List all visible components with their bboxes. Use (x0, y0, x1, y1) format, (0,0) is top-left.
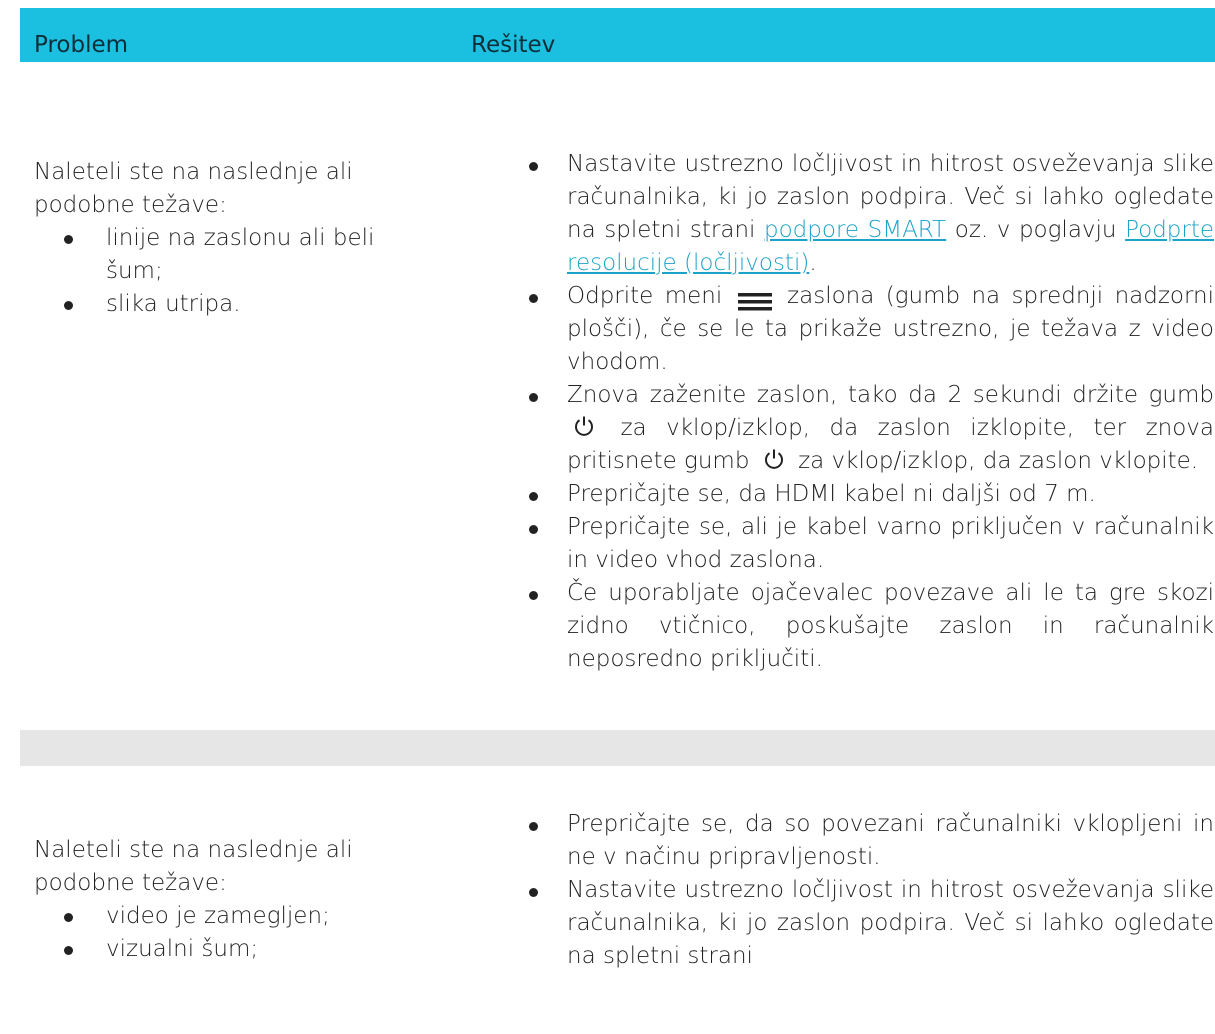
solution-item: Nastavite ustrezno ločljivost in hitrost osveževanja slike računalnika, ki jo zaslon podpira. Več si lahko ogledate na spletni strani (567, 874, 1214, 973)
problem-intro: Naleteli ste na naslednje ali podobne težave: (34, 837, 353, 896)
solution-item: Prepričajte se, da so povezani računalniki vklopljeni in ne v načinu pripravljenosti. (567, 808, 1214, 874)
problem-intro: Naleteli ste na naslednje ali podobne težave: (34, 159, 353, 218)
solution-item (567, 148, 1214, 280)
table-header (20, 8, 1215, 62)
solution-text: za vklop/izklop, da zaslon izklopite, ter znova pritisnete gumb (567, 415, 1215, 474)
solution-text: . (809, 250, 817, 276)
problem-cell (34, 834, 394, 966)
solution-text: za vklop/izklop, da zaslon vklopite. (798, 448, 1199, 474)
power-icon (573, 414, 595, 436)
solution-text: Odprite meni (567, 283, 723, 309)
solution-text: oz. v poglavju (954, 217, 1117, 243)
problem-cell (34, 156, 394, 321)
solution-item (567, 379, 1214, 478)
problem-list (34, 222, 394, 321)
problem-list (34, 900, 394, 966)
header-problem: Problem (34, 32, 129, 58)
table-row (20, 766, 1215, 1034)
problem-item: slika utripa. (106, 288, 394, 321)
problem-item: vizualni šum; (106, 933, 394, 966)
solution-item (567, 280, 1214, 379)
solution-cell (567, 808, 1214, 973)
table-row (20, 62, 1215, 730)
problem-item: linije na zaslonu ali beli šum; (106, 222, 394, 288)
solution-list (567, 808, 1214, 973)
smart-support-link[interactable]: podpore SMART (764, 217, 947, 243)
solution-text: Znova zaženite zaslon, tako da 2 sekundi držite gumb (567, 382, 1214, 408)
solution-text: Nastavite ustrezno ločljivost in hitrost osveževanja slike računalnika, ki jo zaslon podpira. Več si lahko ogledate na spletni strani (567, 151, 1214, 243)
solution-item: Če uporabljate ojačevalec povezave ali le ta gre skozi zidno vtičnico, poskušajte zaslon in računalnik neposredno priključiti. (567, 577, 1214, 676)
solution-item: Prepričajte se, da HDMI kabel ni daljši od 7 m. (567, 478, 1214, 511)
solution-text: zaslona (gumb na sprednji nadzorni plošči), če se le ta prikaže ustrezno, je težava z video vhodom. (567, 283, 1215, 375)
solution-list (567, 148, 1214, 676)
row-separator (20, 730, 1215, 766)
solution-cell (567, 148, 1214, 676)
solution-item: Prepričajte se, ali je kabel varno priključen v računalnik in video vhod zaslona. (567, 511, 1214, 577)
header-solution: Rešitev (471, 32, 556, 58)
supported-resolutions-link[interactable]: Podprte resolucije (ločljivosti) (567, 217, 1215, 276)
problem-item: video je zamegljen; (106, 900, 394, 933)
menu-icon (738, 288, 772, 306)
power-icon (763, 447, 785, 469)
